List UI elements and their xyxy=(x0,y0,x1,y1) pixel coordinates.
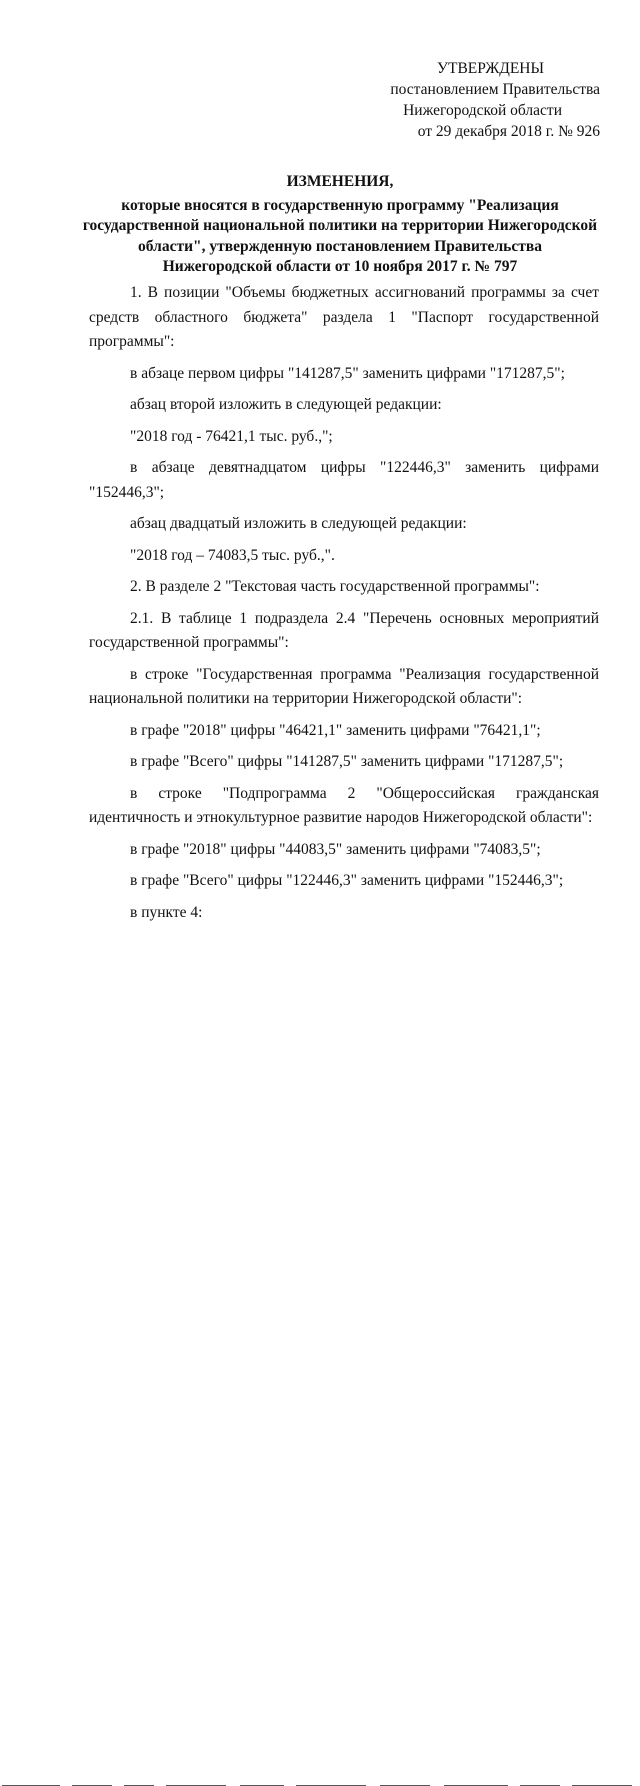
paragraph: "2018 год - 76421,1 тыс. руб.,"; xyxy=(130,427,333,445)
paragraph: в графе "Всего" цифры "141287,5" заменить цифрами "171287,5"; xyxy=(130,753,564,770)
paragraph: в графе "2018" цифры "46421,1" заменить цифрами "76421,1"; xyxy=(130,721,541,739)
paragraph: абзац двадцатый изложить в следующей редакции: xyxy=(130,515,467,532)
approval-stamp xyxy=(300,58,600,142)
paragraph: 2. В разделе 2 "Текстовая часть государственной программы": xyxy=(130,578,540,595)
paragraph: 2.1. В таблице 1 подраздела 2.4 "Перечень основных мероприятий государственной программы": xyxy=(89,609,599,651)
scan-edge-artifact xyxy=(0,892,640,905)
paragraph: в пункте 4: xyxy=(130,903,203,921)
heading-line-3: области", утвержденную постановлением Правительства xyxy=(138,237,542,255)
heading-title: ИЗМЕНЕНИЯ, xyxy=(286,173,394,190)
approval-line-1: постановлением Правительства xyxy=(390,81,600,98)
paragraph: в графе "Всего" цифры "122446,3" заменить цифрами "152446,3"; xyxy=(130,872,564,889)
heading-line-1: которые вносятся в государственную программу "Реализация xyxy=(121,196,559,214)
approval-title: УТВЕРЖДЕНЫ xyxy=(437,60,544,77)
paragraph: "2018 год – 74083,5 тыс. руб.,". xyxy=(130,546,335,564)
paragraph: в абзаце девятнадцатом цифры "122446,3" заменить цифрами "152446,3"; xyxy=(89,459,599,501)
approval-line-2: Нижегородской области xyxy=(403,102,562,119)
document-heading xyxy=(70,172,610,278)
approval-line-3: от 29 декабря 2018 г. № 926 xyxy=(417,123,600,140)
document-body xyxy=(89,281,599,932)
paragraph: в строке "Государственная программа "Реализация государственной национальной политики на территории Нижегородской области": xyxy=(89,665,599,707)
heading-line-4: Нижегородской области от 10 ноября 2017 г. № 797 xyxy=(162,258,518,275)
paragraph: 1. В позиции "Объемы бюджетных ассигнований программы за счет средств областного бюджета" раздела 1 "Паспорт государственной программы": xyxy=(89,284,599,350)
heading-line-2: государственной национальной политики на территории Нижегородской xyxy=(82,217,598,234)
paragraph: в графе "2018" цифры "44083,5" заменить цифрами "74083,5"; xyxy=(130,840,541,858)
paragraph: в абзаце первом цифры "141287,5" заменить цифрами "171287,5"; xyxy=(130,364,565,382)
paragraph: в строке "Подпрограмма 2 "Общероссийская гражданская идентичность и этнокультурное развитие народов Нижегородской области": xyxy=(89,784,599,826)
paragraph: абзац второй изложить в следующей редакции: xyxy=(130,396,442,413)
